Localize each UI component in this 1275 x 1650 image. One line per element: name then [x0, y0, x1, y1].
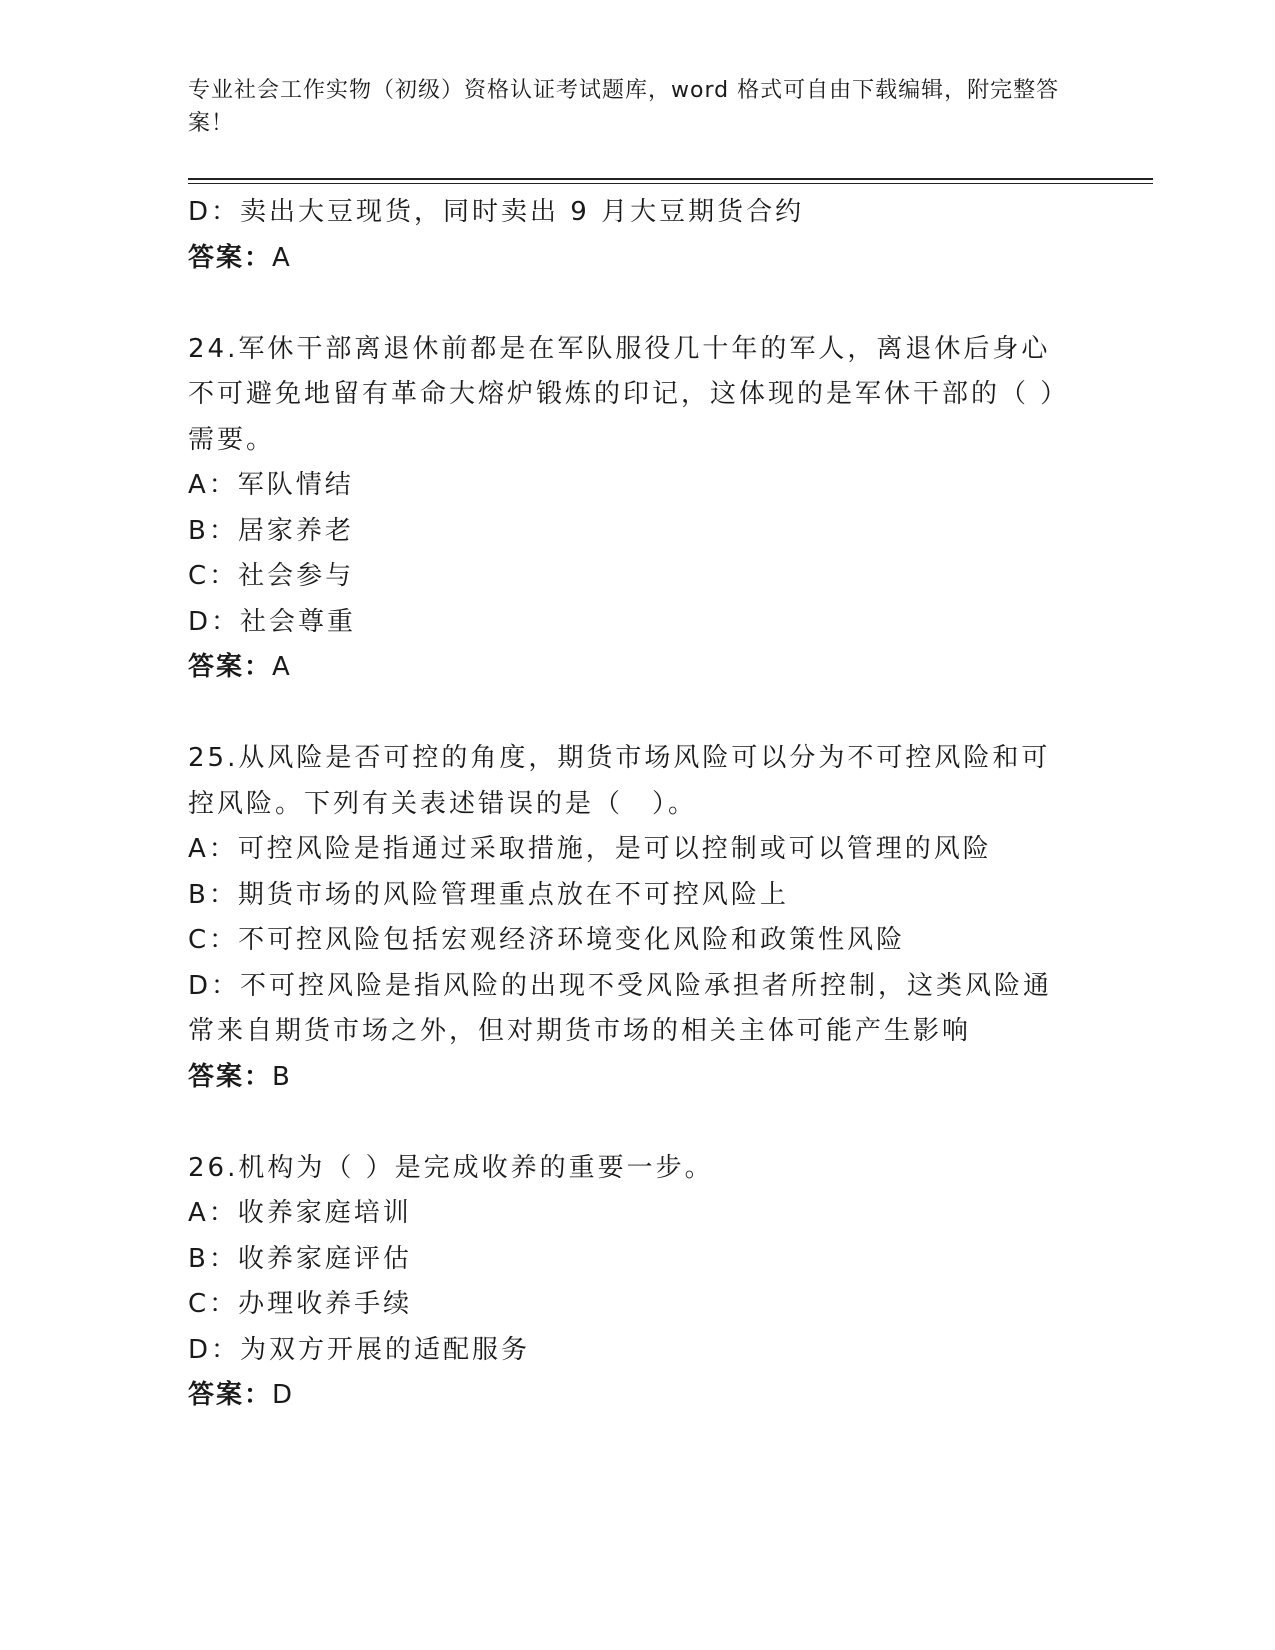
- question-stem: 25.从风险是否可控的角度，期货市场风险可以分为不可控风险和可控风险。下列有关表述错误的是（ ）。: [188, 743, 1051, 819]
- option-d: D：社会尊重: [188, 606, 357, 637]
- question-24: [188, 327, 1068, 691]
- question-stem: 26.机构为（ ）是完成收养的重要一步。: [188, 1152, 714, 1183]
- spacer: [188, 1100, 1068, 1146]
- answer: [188, 645, 1068, 691]
- question-stem: 24.军休干部离退休前都是在军队服役几十年的军人，离退休后身心不可避免地留有革命大熔炉锻炼的印记，这体现的是军休干部的（ ）需要。: [188, 333, 1057, 455]
- option-c: C：社会参与: [188, 561, 355, 591]
- option-d: D：不可控风险是指风险的出现不受风险承担者所控制，这类风险通常来自期货市场之外，但对期货市场的相关主体可能产生影响: [188, 970, 1053, 1046]
- option-b: B：收养家庭评估: [188, 1243, 412, 1274]
- option-c: C：办理收养手续: [188, 1289, 413, 1319]
- question-26: [188, 1146, 1068, 1419]
- answer-value: A: [272, 652, 293, 682]
- answer-value: B: [272, 1061, 293, 1092]
- answer-value: A: [272, 242, 293, 273]
- answer-label: 答案：: [188, 242, 273, 273]
- answer-previous: [188, 236, 1068, 282]
- option-a: A：可控风险是指通过采取措施，是可以控制或可以管理的风险: [188, 834, 992, 864]
- question-25: [188, 736, 1068, 1100]
- answer-label: 答案：: [188, 1061, 273, 1092]
- option-b: B：居家养老: [188, 515, 354, 546]
- option-d: D：为双方开展的适配服务: [188, 1334, 531, 1365]
- header-rule-thin: [188, 183, 1153, 184]
- option-a: A：收养家庭培训: [188, 1198, 412, 1228]
- page-header: 专业社会工作实物（初级）资格认证考试题库，word 格式可自由下载编辑，附完整答案！: [188, 78, 1060, 136]
- spacer: [188, 691, 1068, 737]
- answer-label: 答案：: [188, 1380, 273, 1410]
- answer-label: 答案：: [188, 652, 273, 682]
- option-d-previous: D：卖出大豆现货，同时卖出 9 月大豆期货合约: [188, 197, 805, 227]
- spacer: [188, 281, 1068, 327]
- question-content: [188, 190, 1068, 1419]
- answer-value: D: [272, 1380, 296, 1410]
- answer: [188, 1373, 1068, 1419]
- answer: [188, 1055, 1068, 1101]
- header-rule-thick: [188, 178, 1153, 180]
- option-b: B：期货市场的风险管理重点放在不可控风险上: [188, 879, 789, 910]
- option-c: C：不可控风险包括宏观经济环境变化风险和政策性风险: [188, 925, 906, 955]
- option-a: A：军队情结: [188, 470, 354, 500]
